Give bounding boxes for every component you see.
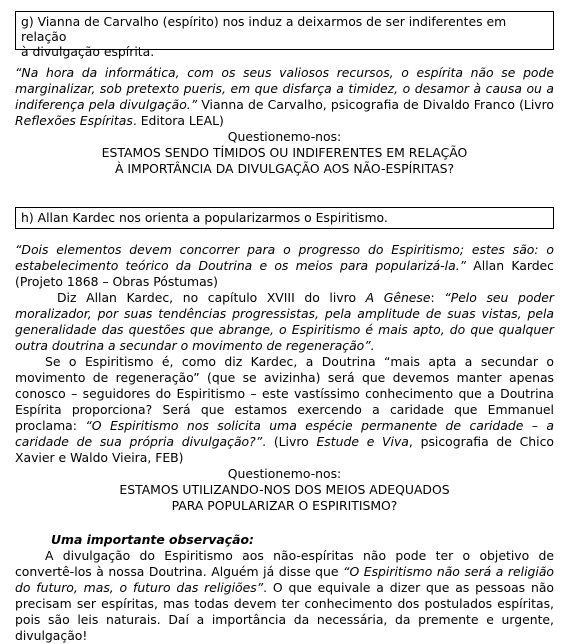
quote-h-italic: “Dois elementos devem concorrer para o progresso do Espiritismo; estes são: o estabelecimento teórico da Doutrina e os meios para popularizá-la.” — [15, 242, 554, 273]
question-h-line-2: PARA POPULARIZAR O ESPIRITISMO? — [171, 498, 398, 513]
quote-g-attribution: Vianna de Carvalho, psicografia de Divaldo Franco (Livro — [197, 97, 554, 112]
section-h-box — [15, 207, 554, 229]
paragraph-2 — [15, 290, 554, 354]
paragraph-2-sep: : — [430, 290, 445, 305]
section-g-line-2: à divulgação espírita. — [21, 44, 155, 59]
section-h-text: h) Allan Kardec nos orienta a popularizarmos o Espiritismo. — [21, 210, 388, 225]
quote-g — [15, 65, 554, 129]
paragraph-3-book: Estude e Viva — [316, 434, 409, 449]
paragraph-3-end: , psicografia de Chico Xavier e Waldo Vieira, FEB) — [15, 434, 554, 465]
paragraph-3-quote: “O Espiritismo nos solicita uma espécie permanente de caridade – a caridade de sua própria divulgação?” — [15, 418, 554, 449]
document-page — [15, 11, 554, 644]
observation-text-1: A divulgação do Espiritismo aos não-espíritas não pode ter o objetivo de convertê-los à nossa Doutrina. Alguém já disse que — [15, 548, 554, 579]
quote-g-italic: “Na hora da informática, com os seus valiosos recursos, o espírita não se pode marginalizar, sob pretexto pueris, em que disfarça a timidez, o desamor à causa ou a indiferença pela divulgação.” — [15, 65, 554, 112]
question-h-line-1: ESTAMOS UTILIZANDO-NOS DOS MEIOS ADEQUADOS — [119, 482, 450, 497]
observation-quote: “O Espiritismo não será a religião do futuro, mas, o futuro das religiões” — [15, 564, 554, 595]
section-g-box — [15, 11, 554, 59]
paragraph-2-book: A Gênese — [365, 290, 431, 305]
section-g-line-1: g) Vianna de Carvalho (espírito) nos induz a deixarmos de ser indiferentes em relação — [21, 14, 507, 44]
quote-h-attribution: Allan Kardec (Projeto 1868 – Obras Póstumas) — [15, 258, 554, 289]
paragraph-2-quote: “Pelo seu poder moralizador, por suas tendências progressistas, pela amplitude de suas vistas, pela generalidade das questões que abrange, o Espiritismo é mais apto, do que qualquer outra doutrina a secundar o movimento de regeneração”. — [15, 290, 555, 353]
paragraph-3-attribution: . (Livro — [262, 434, 317, 449]
question-g-line-1: ESTAMOS SENDO TÍMIDOS OU INDIFERENTES EM RELAÇÃO — [101, 145, 468, 160]
paragraph-3 — [15, 354, 554, 466]
question-h-label: Questionemo-nos: — [227, 466, 342, 481]
quote-h — [15, 242, 554, 290]
quote-g-book: Reflexões Espíritas — [15, 113, 133, 128]
question-g-label: Questionemo-nos: — [227, 129, 342, 144]
observation-text — [15, 548, 554, 644]
observation-text-2: . O que equivale a dizer que as pessoas não precisam ser espíritas, mas todas devem ter conhecimento dos postulados espíritas, pois são leis naturais. Daí a importância da necessária, da premente e urgente, divulgação! — [15, 580, 554, 643]
observation-heading: Uma importante observação: — [51, 532, 254, 547]
paragraph-2-intro: Diz Allan Kardec, no capítulo XVIII do livro — [57, 290, 366, 305]
question-g-line-2: À IMPORTÂNCIA DA DIVULGAÇÃO AOS NÃO-ESPÍRITAS? — [114, 161, 455, 176]
quote-g-publisher: . Editora LEAL) — [132, 113, 224, 128]
paragraph-3-text: Se o Espiritismo é, como diz Kardec, a Doutrina “mais apta a secundar o movimento de regeneração” (que se avizinha) será que devemos manter apenas conosco – seguidores do Espiritismo – este vastíssimo conhecimento que a Doutrina Espírita proporciona? Será que estamos exercendo a caridade que Emmanuel proclama: — [15, 354, 554, 433]
